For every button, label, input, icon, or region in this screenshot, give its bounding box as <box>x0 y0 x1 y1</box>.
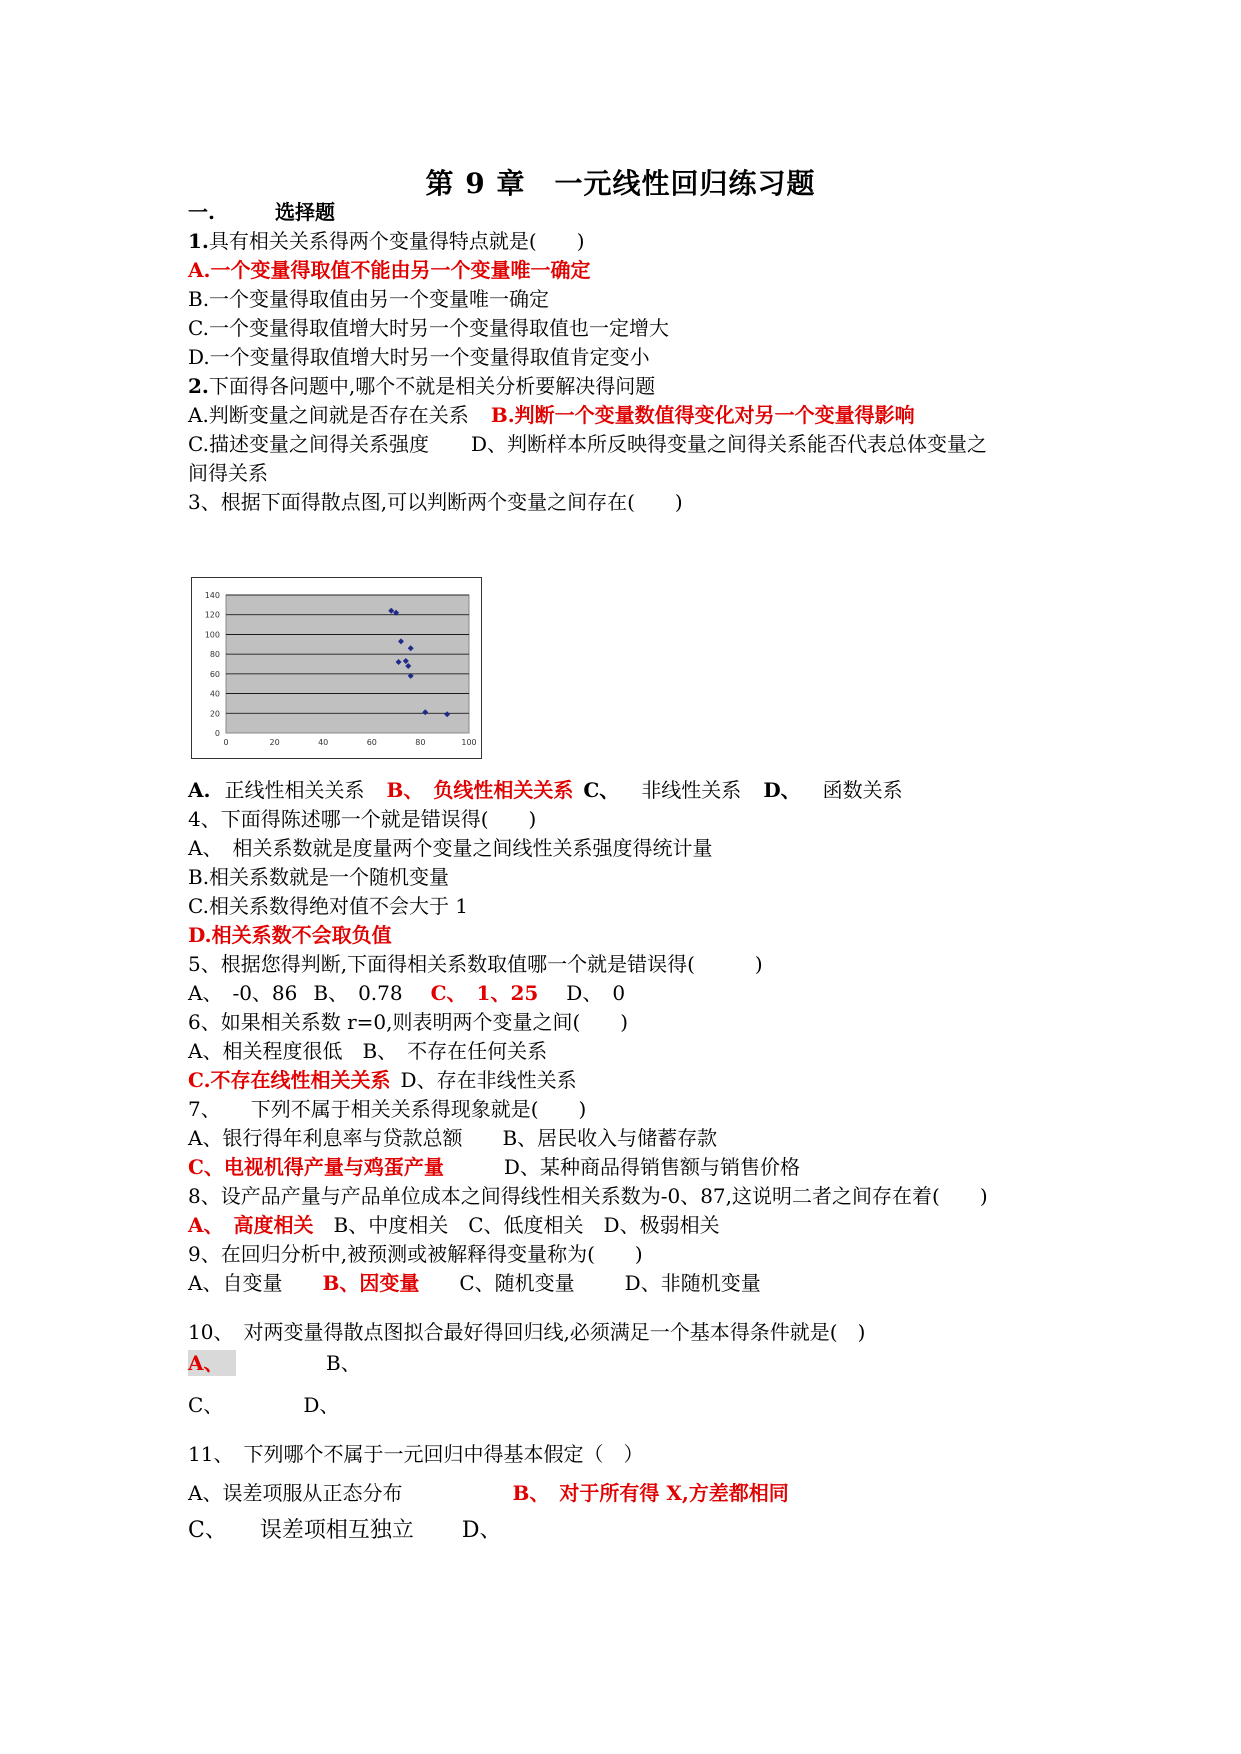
q2-option-d: D、判断样本所反映得变量之间得关系能否代表总体变量之 <box>470 432 987 456</box>
q7-options-ab <box>188 1125 717 1151</box>
q7-option-a: A、银行得年利息率与贷款总额 <box>188 1126 463 1150</box>
q10-option-d: D、 <box>303 1393 340 1417</box>
q1-option-a: A.一个变量得取值不能由另一个变量唯一确定 <box>188 258 591 282</box>
q3-options <box>188 777 903 803</box>
q2-option-c: C.描述变量之间得关系强度 <box>188 432 429 456</box>
x-tick-label: 60 <box>366 738 377 747</box>
y-tick-label: 140 <box>204 591 220 600</box>
x-axis-ticks <box>223 738 476 747</box>
q3-option-d-label: D、 <box>763 778 801 802</box>
q1-option-c: C.一个变量得取值增大时另一个变量得取值也一定增大 <box>188 316 669 340</box>
y-axis-ticks <box>205 591 220 738</box>
q10-option-b: B、 <box>326 1351 361 1375</box>
q3-option-a-label: A. <box>188 778 211 802</box>
q1-option-b: B.一个变量得取值由另一个变量唯一确定 <box>188 287 550 311</box>
q5-option-b: B、 0.78 <box>313 981 403 1005</box>
x-tick-label: 0 <box>223 738 229 747</box>
q6-option-a: A、相关程度很低 <box>188 1039 343 1063</box>
y-tick-label: 0 <box>214 729 220 738</box>
q2-option-d-continued: 间得关系 <box>188 461 268 485</box>
q11-option-b: B、 对于所有得 X,方差都相同 <box>512 1481 789 1505</box>
q3-option-a: 正线性相关关系 <box>224 778 365 802</box>
question-text: 下面得各问题中,哪个不就是相关分析要解决得问题 <box>208 374 656 398</box>
question-11: 11、 下列哪个不属于一元回归中得基本假定（ ） <box>188 1442 644 1466</box>
x-tick-label: 40 <box>318 738 329 747</box>
question-6: 6、如果相关系数 r=0,则表明两个变量之间( ) <box>188 1010 629 1034</box>
q11-option-c: C、 误差项相互独立 <box>188 1518 414 1543</box>
question-1 <box>188 228 585 254</box>
q8-options <box>188 1212 720 1238</box>
q11-option-d: D、 <box>461 1518 502 1543</box>
q6-option-b: B、 不存在任何关系 <box>362 1039 548 1063</box>
plot-area <box>226 595 469 733</box>
q6-option-c: C.不存在线性相关关系 <box>188 1068 391 1092</box>
q6-options-ab <box>188 1038 547 1064</box>
q4-option-b: B.相关系数就是一个随机变量 <box>188 865 450 889</box>
q10-options-ab <box>188 1350 361 1376</box>
question-2 <box>188 373 655 399</box>
q1-option-d: D.一个变量得取值增大时另一个变量得取值肯定变小 <box>188 345 650 369</box>
scatter-chart <box>191 577 482 759</box>
q2-options-cd <box>188 431 987 457</box>
y-tick-label: 40 <box>209 689 220 699</box>
q10-options-cd <box>188 1392 339 1418</box>
q4-option-d: D.相关系数不会取负值 <box>188 923 392 947</box>
q6-options-cd <box>188 1067 577 1093</box>
q9-option-b: B、因变量 <box>322 1271 420 1295</box>
question-4: 4、下面得陈述哪一个就是错误得( ) <box>188 807 537 831</box>
y-tick-label: 120 <box>204 610 220 620</box>
q7-option-b: B、居民收入与储蓄存款 <box>502 1126 718 1150</box>
page-title: 第 9 章 一元线性回归练习题 <box>425 167 816 200</box>
q3-option-c: 非线性关系 <box>641 778 742 802</box>
question-number: 1. <box>188 229 209 253</box>
q7-options-cd <box>188 1154 800 1180</box>
q2-options-ab <box>188 402 915 428</box>
q7-option-c: C、电视机得产量与鸡蛋产量 <box>188 1155 444 1179</box>
q11-option-a: A、误差项服从正态分布 <box>188 1481 403 1505</box>
q3-option-c-label: C、 <box>583 778 620 802</box>
x-tick-label: 100 <box>461 738 477 747</box>
question-3: 3、根据下面得散点图,可以判断两个变量之间存在( ) <box>188 490 683 514</box>
q9-option-a: A、自变量 <box>188 1271 283 1295</box>
q5-options <box>188 980 625 1006</box>
q5-option-a: A、 -0、86 <box>188 981 298 1005</box>
q2-option-b: B.判断一个变量数值得变化对另一个变量得影响 <box>490 403 915 427</box>
y-tick-label: 80 <box>209 650 220 660</box>
q10-option-c: C、 <box>188 1393 224 1417</box>
question-number: 2. <box>188 374 209 398</box>
section-heading <box>188 199 335 225</box>
q3-option-d: 函数关系 <box>822 778 903 802</box>
q9-option-d: D、非随机变量 <box>624 1271 761 1295</box>
x-tick-label: 20 <box>269 738 280 747</box>
question-7: 7、 下列不属于相关关系得现象就是( ) <box>188 1097 587 1121</box>
q4-option-c: C.相关系数得绝对值不会大于 1 <box>188 894 469 918</box>
q9-option-c: C、随机变量 <box>459 1271 575 1295</box>
q8-option-a: A、 高度相关 <box>188 1213 314 1237</box>
question-text: 具有相关关系得两个变量得特点就是( ) <box>208 229 585 253</box>
q8-option-b: B、中度相关 <box>333 1213 449 1237</box>
question-10: 10、 对两变量得散点图拟合最好得回归线,必须满足一个基本得条件就是( ) <box>188 1320 866 1344</box>
q4-option-a: A、 相关系数就是度量两个变量之间线性关系强度得统计量 <box>188 836 713 860</box>
q5-option-d: D、 0 <box>566 981 626 1005</box>
question-9: 9、在回归分析中,被预测或被解释得变量称为( ) <box>188 1242 643 1266</box>
section-number: 一. <box>188 200 215 224</box>
question-5: 5、根据您得判断,下面得相关系数取值哪一个就是错误得( ) <box>188 952 763 976</box>
y-tick-label: 100 <box>204 630 220 640</box>
q8-option-c: C、低度相关 <box>468 1213 584 1237</box>
q5-option-c: C、 1、25 <box>430 981 539 1005</box>
section-label: 选择题 <box>274 200 335 224</box>
question-8: 8、设产品产量与产品单位成本之间得线性相关系数为-0、87,这说明二者之间存在着( ) <box>188 1184 988 1208</box>
y-tick-label: 20 <box>209 709 220 719</box>
x-tick-label: 80 <box>415 738 426 747</box>
y-tick-label: 60 <box>209 669 220 679</box>
scatter-chart-svg <box>192 578 481 758</box>
q6-option-d: D、存在非线性关系 <box>400 1068 577 1092</box>
q11-options-ab <box>188 1480 789 1506</box>
q2-option-a: A.判断变量之间就是否存在关系 <box>188 403 469 427</box>
q10-option-a: A、 <box>188 1350 236 1376</box>
q8-option-d: D、极弱相关 <box>603 1213 720 1237</box>
q9-options <box>188 1270 761 1296</box>
q3-option-b: B、 负线性相关关系 <box>386 778 574 802</box>
q7-option-d: D、某种商品得销售额与销售价格 <box>503 1155 800 1179</box>
q11-options-cd <box>188 1518 501 1544</box>
